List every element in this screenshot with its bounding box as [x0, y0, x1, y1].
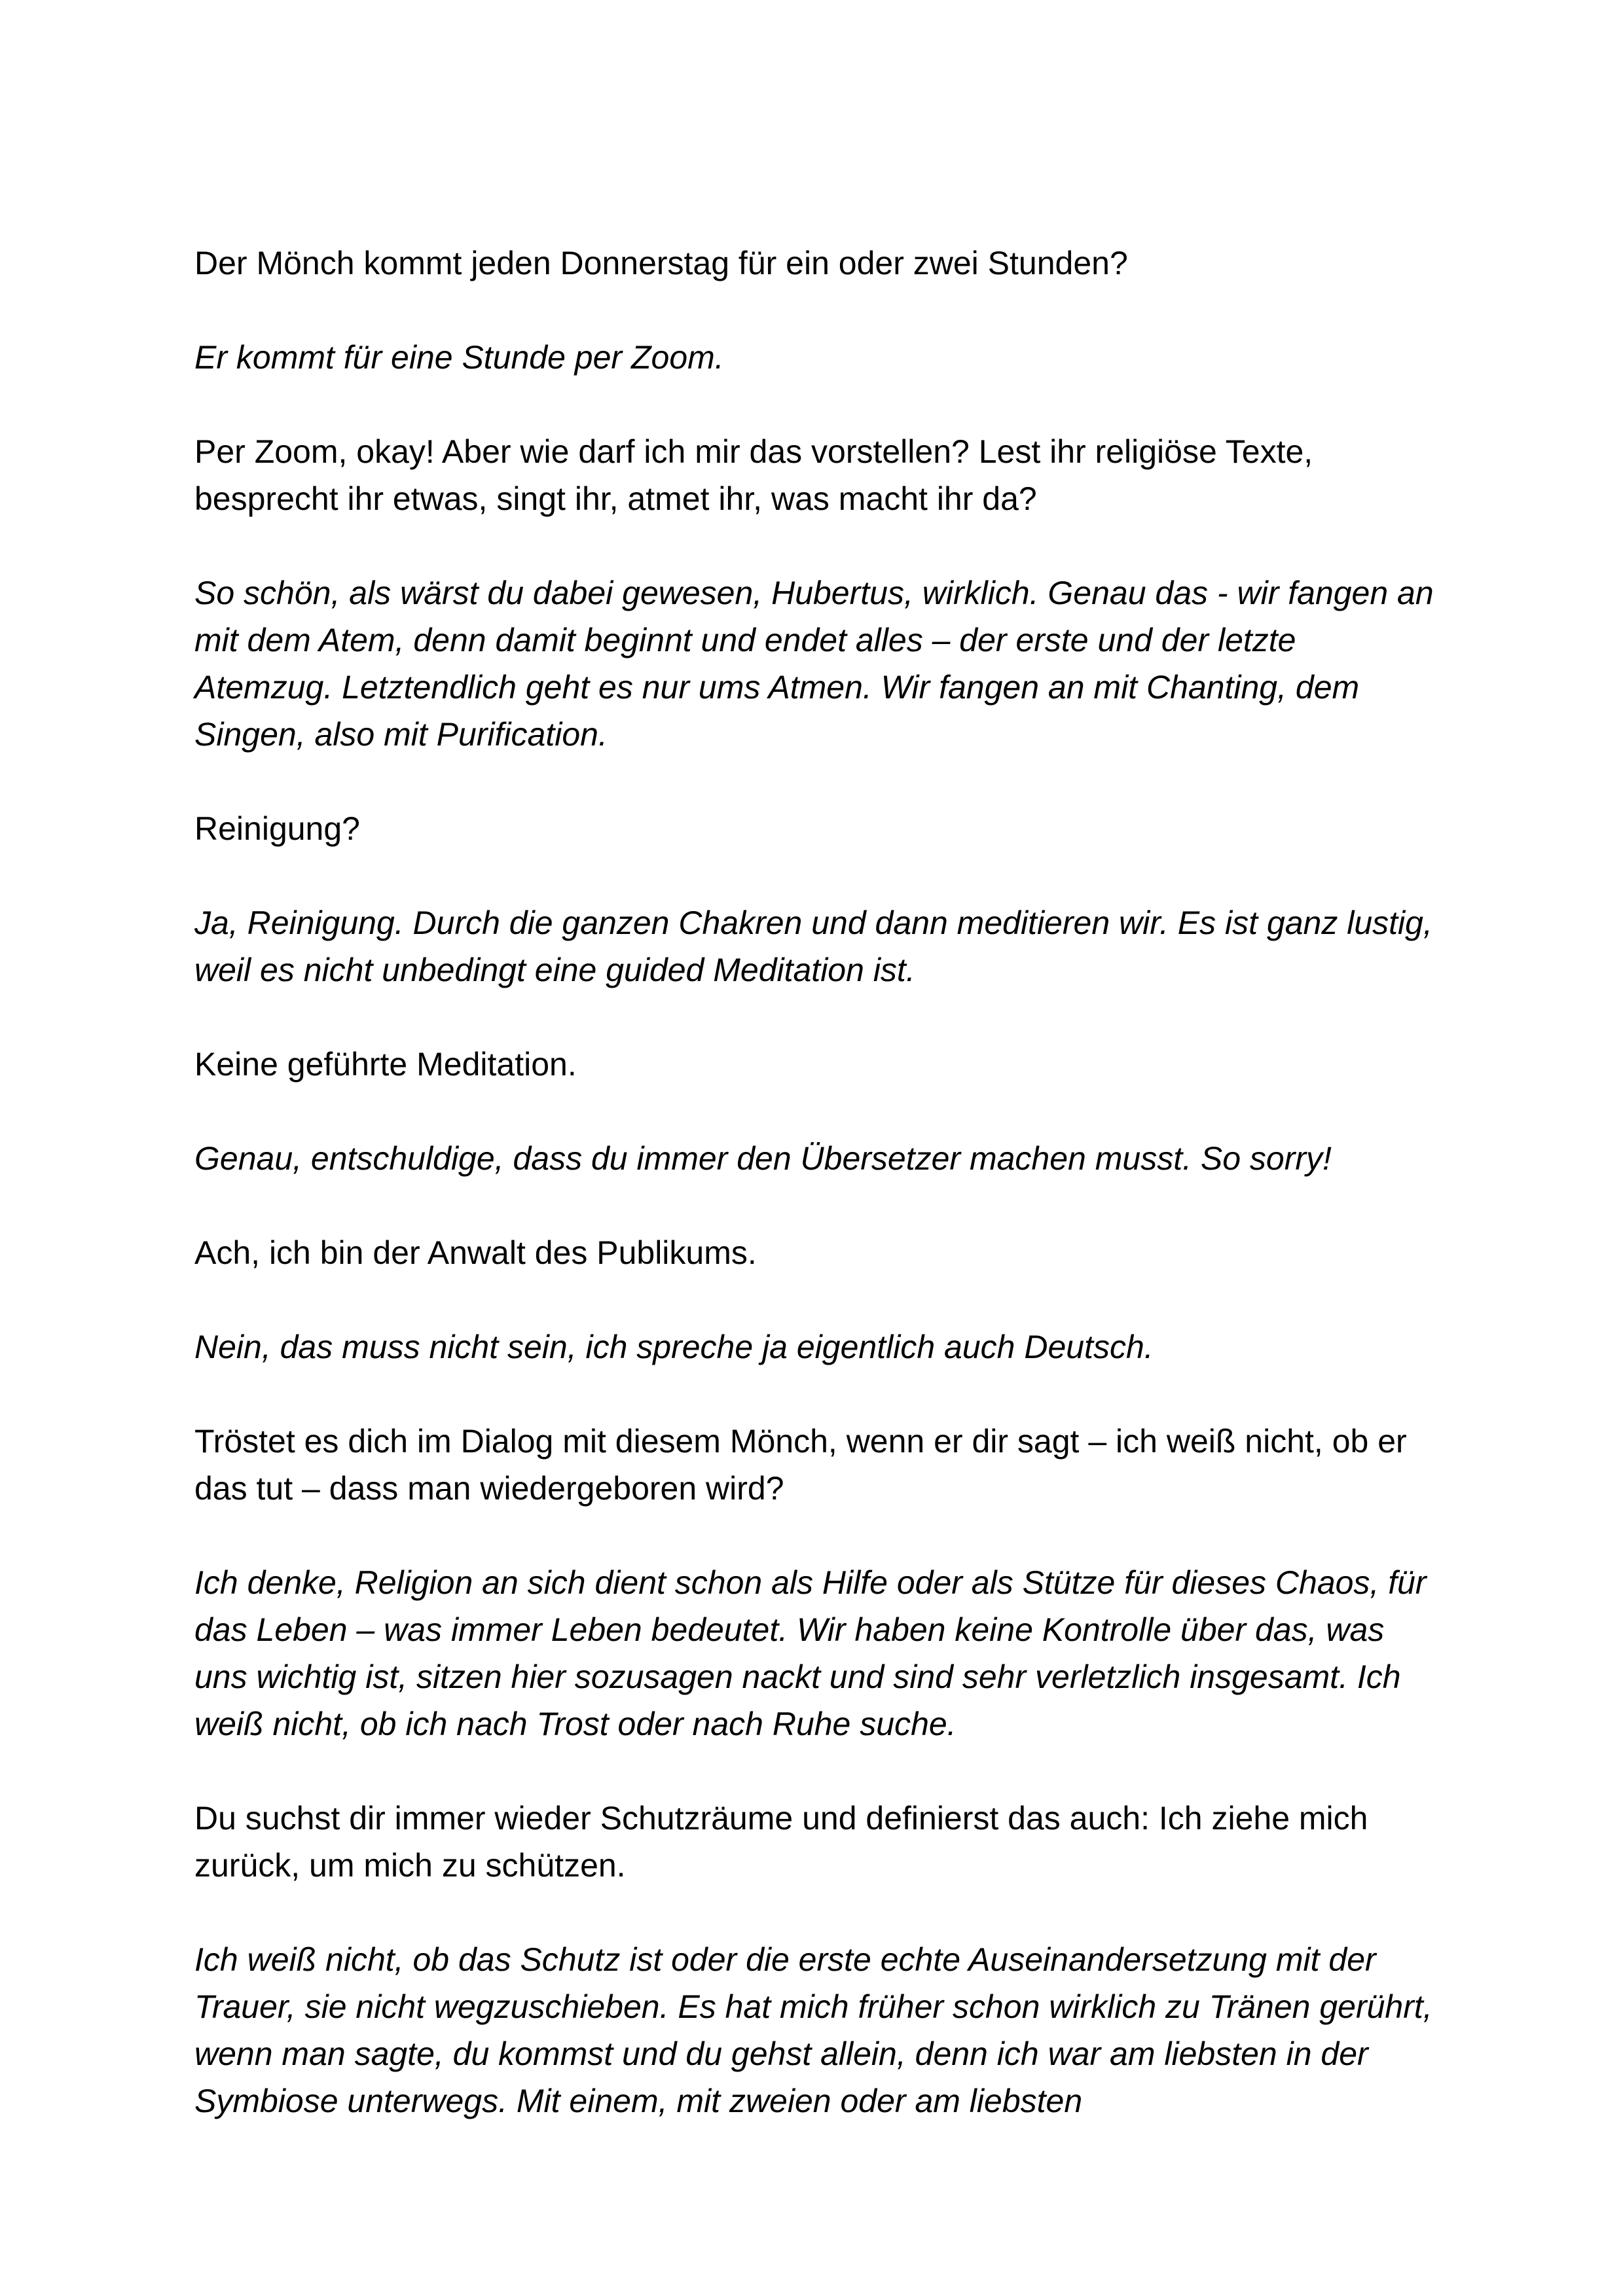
answer-paragraph: Genau, entschuldige, dass du immer den Übersetzer machen musst. So sorry! — [194, 1140, 1332, 1177]
question-paragraph: Der Mönch kommt jeden Donnerstag für ein oder zwei Stunden? — [194, 245, 1128, 281]
answer-paragraph: So schön, als wärst du dabei gewesen, Hubertus, wirklich. Genau das - wir fangen an mit dem Atem, denn damit beginnt und endet alles – der erste und der letzte Atemzug. Letztendlich geht es nur ums Atmen. Wir fangen an mit Chanting, dem Singen, also mit Purification. — [194, 575, 1434, 753]
answer-paragraph: Ich denke, Religion an sich dient schon als Hilfe oder als Stütze für dieses Chaos, für das Leben – was immer Leben bedeutet. Wir haben keine Kontrolle über das, was uns wichtig ist, sitzen hier sozusagen nackt und sind sehr verletzlich insgesamt. Ich weiß nicht, ob ich nach Trost oder nach Ruhe suche. — [194, 1564, 1427, 1742]
answer-paragraph: Ich weiß nicht, ob das Schutz ist oder die erste echte Auseinandersetzung mit der Trauer, sie nicht wegzuschieben. Es hat mich früher schon wirklich zu Tränen gerührt, wenn man sagte, du kommst und du gehst allein, denn ich war am liebsten in der Symbiose unterwegs. Mit einem, mit zweien oder am liebsten — [194, 1941, 1432, 2119]
question-paragraph: Tröstet es dich im Dialog mit diesem Mönch, wenn er dir sagt – ich weiß nicht, ob er das tut – dass man wiedergeboren wird? — [194, 1423, 1407, 1507]
question-paragraph: Keine geführte Meditation. — [194, 1046, 577, 1083]
interview-text — [194, 240, 1438, 2125]
question-paragraph: Per Zoom, okay! Aber wie darf ich mir das vorstellen? Lest ihr religiöse Texte, besprecht ihr etwas, singt ihr, atmet ihr, was macht ihr da? — [194, 433, 1313, 517]
question-paragraph: Du suchst dir immer wieder Schutzräume und definierst das auch: Ich ziehe mich zurück, um mich zu schützen. — [194, 1800, 1368, 1884]
question-paragraph: Ach, ich bin der Anwalt des Publikums. — [194, 1234, 757, 1271]
answer-paragraph: Ja, Reinigung. Durch die ganzen Chakren und dann meditieren wir. Es ist ganz lustig, weil es nicht unbedingt eine guided Meditation ist. — [194, 905, 1432, 988]
answer-paragraph: Er kommt für eine Stunde per Zoom. — [194, 339, 724, 376]
question-paragraph: Reinigung? — [194, 810, 360, 847]
answer-paragraph: Nein, das muss nicht sein, ich spreche ja eigentlich auch Deutsch. — [194, 1329, 1154, 1365]
